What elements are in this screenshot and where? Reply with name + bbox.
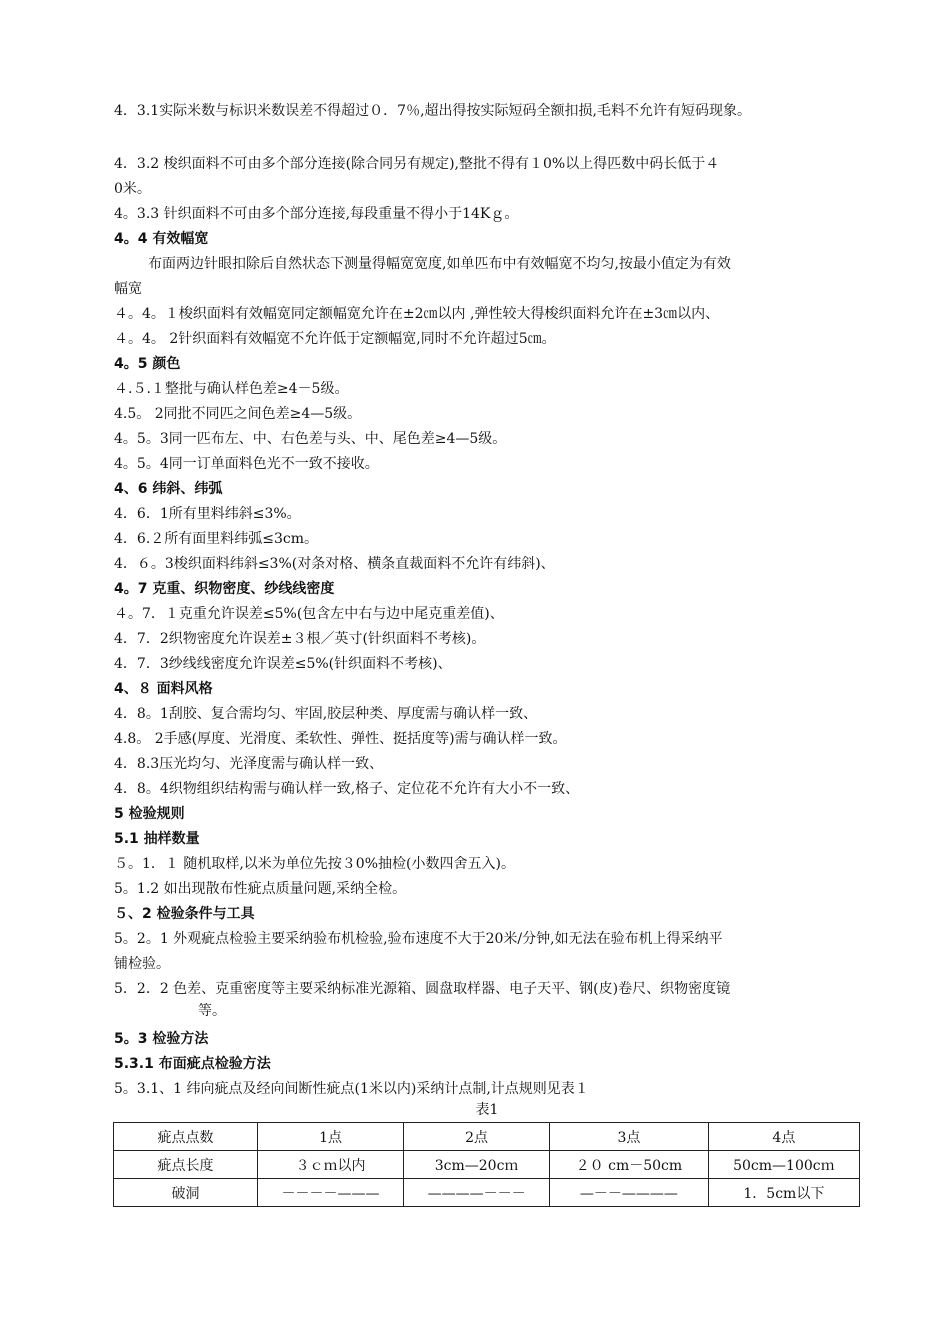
- clause-4-4-2: ４。4。 2针织面料有效幅宽不允许低于定额幅宽,同时不允许超过5㎝。: [114, 331, 556, 347]
- clause-4-6-3: 4．６。3梭织面料纬斜≤3%(对条对格、横条直裁面料不允许有纬斜)、: [114, 556, 555, 572]
- clause-4-8-1: 4．8。1刮胶、复合需均匀、牢固,胶层种类、厚度需与确认样一致、: [114, 706, 538, 722]
- table-cell: －－－－———: [258, 1179, 404, 1207]
- section-4-4-body-cont: 幅宽: [114, 281, 142, 297]
- section-4-8-heading: 4、８ 面料风格: [114, 681, 213, 697]
- clause-5-1-2: 5。1.2 如出现散布性疵点质量问题,采纳全检。: [114, 881, 407, 897]
- clause-5-2-2-cont: 等。: [198, 1003, 226, 1019]
- clause-4-3-1: 4．3.1实际米数与标识米数误差不得超过０．7％,超出得按实际短码全额扣损,毛料不允许有短码现象。: [114, 103, 751, 119]
- clause-4-8-2: 4.8。 2手感(厚度、光滑度、柔软性、弹性、挺括度等)需与确认样一致。: [114, 731, 567, 747]
- defect-points-table: [113, 1122, 860, 1207]
- clause-4-3-2: 4．3.2 梭织面料不可由多个部分连接(除合同另有规定),整批不得有１0%以上得匹数中码长低于４: [114, 156, 720, 172]
- clause-4-5-2: 4.5。 2同批不同匹之间色差≥4—5级。: [114, 406, 362, 422]
- table-caption: 表1: [475, 1102, 499, 1118]
- table-cell: 1．5cm以下: [708, 1179, 859, 1207]
- table-cell: 3cm—20cｍ: [404, 1151, 550, 1179]
- clause-4-6-2: 4．6.２所有面里料纬弧≤3cm。: [114, 531, 319, 547]
- section-5-heading: 5 检验规则: [114, 806, 185, 822]
- clause-5-2-1-cont: 铺检验。: [114, 956, 170, 972]
- section-4-4-heading: 4。4 有效幅宽: [114, 231, 209, 247]
- clause-4-7-3: 4．7．3纱线线密度允许误差≤5%(针织面料不考核)、: [114, 656, 452, 672]
- section-5-2-heading: ５、2 检验条件与工具: [114, 906, 255, 922]
- table-row: [114, 1151, 860, 1179]
- clause-4-7-1: ４。7．１克重允许误差≤5%(包含左中右与边中尾克重差值)、: [114, 606, 504, 622]
- section-4-7-heading: 4。7 克重、织物密度、纱线线密度: [114, 581, 335, 597]
- clause-4-5-1: ４.５.１整批与确认样色差≥4－5级。: [114, 381, 349, 397]
- clause-4-3-3: 4。3.3 针织面料不可由多个部分连接,每段重量不得小于14Kｇ。: [114, 206, 519, 222]
- clause-4-6-1: 4．6．1所有里料纬斜≤3%。: [114, 506, 301, 522]
- table-cell: 1点: [258, 1123, 404, 1151]
- clause-5-1-1: ５。1．１ 随机取样,以米为单位先按３0%抽检(小数四舍五入)。: [114, 856, 515, 872]
- table-cell: 4点: [708, 1123, 859, 1151]
- table-cell: 破洞: [114, 1179, 258, 1207]
- clause-4-5-3: 4。5。3同一匹布左、中、右色差与头、中、尾色差≥4—5级。: [114, 431, 507, 447]
- clause-4-8-3: 4．8.3压光均匀、光泽度需与确认样一致、: [114, 756, 384, 772]
- table-cell: ————－－－: [404, 1179, 550, 1207]
- clause-4-7-2: 4．7．2织物密度允许误差±３根／英寸(针织面料不考核)。: [114, 631, 486, 647]
- table-cell: 疵点点数: [114, 1123, 258, 1151]
- table-row: [114, 1179, 860, 1207]
- table-cell: 2点: [404, 1123, 550, 1151]
- section-5-3-heading: 5。3 检验方法: [114, 1031, 209, 1047]
- section-4-5-heading: 4。5 颜色: [114, 356, 181, 372]
- clause-5-2-1: 5。2。1 外观疵点检验主要采纳验布机检验,验布速度不大于20米/分钟,如无法在验布机上得采纳平: [114, 931, 723, 947]
- table-cell: 50cm—100cｍ: [708, 1151, 859, 1179]
- clause-4-3-2-cont: 0米。: [114, 181, 151, 197]
- table-cell: ３ｃｍ以内: [258, 1151, 404, 1179]
- table-cell: ２０ cm－50cm: [550, 1151, 709, 1179]
- table-cell: —－－————: [550, 1179, 709, 1207]
- section-4-4-body: 布面两边针眼扣除后自然状态下测量得幅宽宽度,如单匹布中有效幅宽不均匀,按最小值定为有效: [148, 256, 731, 272]
- section-5-1-heading: 5.1 抽样数量: [114, 831, 200, 847]
- section-4-6-heading: 4、6 纬斜、纬弧: [114, 481, 223, 497]
- table-cell: 疵点长度: [114, 1151, 258, 1179]
- clause-4-5-4: 4。5。4同一订单面料色光不一致不接收。: [114, 456, 379, 472]
- table-row: [114, 1123, 860, 1151]
- clause-5-3-1-1: 5。3.1、1 纬向疵点及经向间断性疵点(1米以内)采纳计点制,计点规则见表１: [114, 1081, 589, 1097]
- section-5-3-1-heading: 5.3.1 布面疵点检验方法: [114, 1056, 271, 1072]
- clause-4-4-1: ４。4。１梭织面料有效幅宽同定额幅宽允许在±2㎝以内 ,弹性较大得梭织面料允许在±3㎝以内、: [114, 306, 720, 322]
- table-cell: 3点: [550, 1123, 709, 1151]
- clause-4-8-4: 4．8。4织物组织结构需与确认样一致,格子、定位花不允许有大小不一致、: [114, 781, 580, 797]
- clause-5-2-2: 5．2．2 色差、克重密度等主要采纳标准光源箱、圆盘取样器、电子天平、钢(皮)卷尺、织物密度镜: [114, 981, 731, 997]
